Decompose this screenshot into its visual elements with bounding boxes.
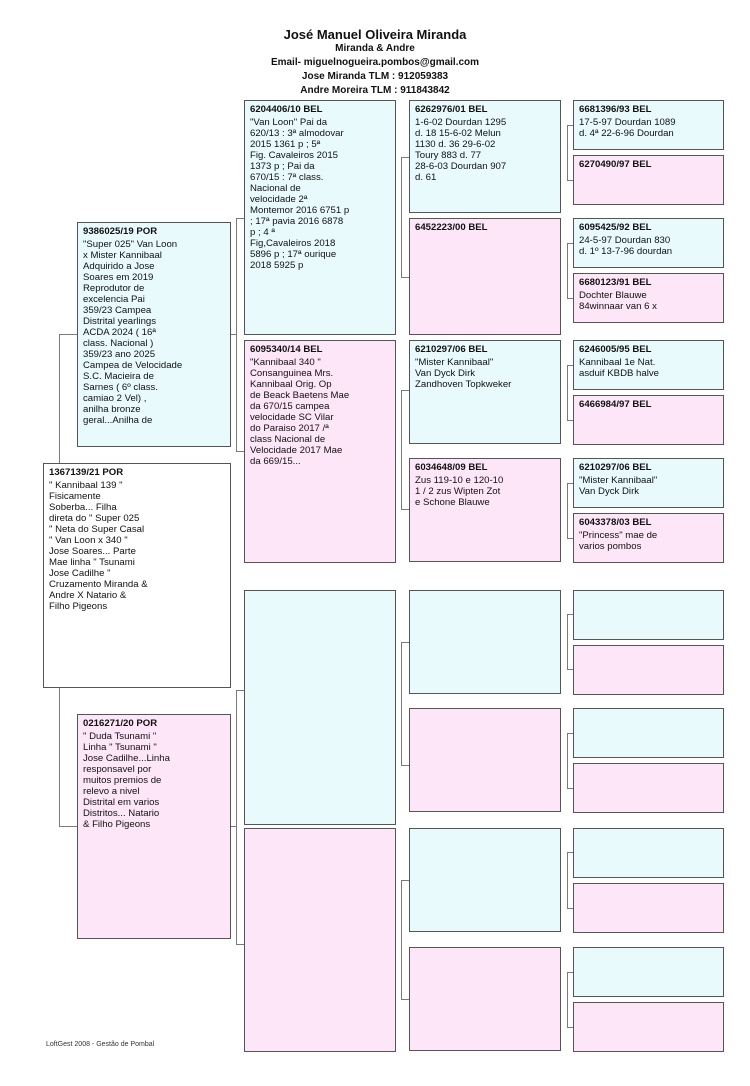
gggp-card-1[interactable] <box>573 100 724 150</box>
ring-number: 6262976/01 BEL <box>415 104 488 115</box>
gggp-card-10[interactable] <box>573 645 724 695</box>
gggp-card-6[interactable] <box>573 395 724 445</box>
ring-number: 0216271/20 POR <box>83 718 158 729</box>
gggp-card-9[interactable] <box>573 590 724 640</box>
software-footer: LoftGest 2008 - Gestão de Pombal <box>46 1041 155 1048</box>
ggp-card-6[interactable] <box>409 708 561 812</box>
pigeon-notes: 1-6-02 Dourdan 1295 d. 18 15-6-02 Melun 1130 d. 36 29-6-02 Toury 883 d. 77 28-6-03 Dourdan 907 d. 61 <box>415 117 507 183</box>
pigeon-notes: " Duda Tsunami " Linha " Tsunami " Jose Cadilhe...Linha responsavel por muitos premios de relevo a nivel Distrital em varios Distritos... Natario & Filho Pigeons <box>83 731 170 830</box>
pigeon-notes: 24-5-97 Dourdan 830 d. 1º 13-7-96 dourdan <box>579 235 673 257</box>
gggp-card-16[interactable] <box>573 1002 724 1052</box>
gggp-card-5[interactable] <box>573 340 724 390</box>
ring-number: 6095340/14 BEL <box>250 344 323 355</box>
ggp-card-4[interactable] <box>409 458 561 562</box>
ring-number: 6270490/97 BEL <box>579 159 652 170</box>
pigeon-notes: Dochter Blauwe 84winnaar van 6 x <box>579 290 657 312</box>
phone-andre: Andre Moreira TLM : 911843842 <box>300 85 450 96</box>
ring-number: 6204406/10 BEL <box>250 104 323 115</box>
ring-number: 6680123/91 BEL <box>579 277 652 288</box>
pigeon-notes: "Princess" mae de varios pombos <box>579 530 658 552</box>
pigeon-notes: " Kannibaal 139 " Fisicamente Soberba... Filha direta do " Super 025 " Neta do Super Casal " Van Loon x 340 " Jose Soares... Parte Mae linha " Tsunami Jose Cadilhe " Cruzamento Miranda & Andre X Natario & Filho Pigeons <box>49 480 148 612</box>
subject-pigeon-card[interactable] <box>43 463 231 688</box>
pigeon-notes: "Kannibaal 340 " Consanguinea Mrs. Kannibaal Orig. Op de Beack Baetens Mae da 670/15 campea velocidade SC Vilar do Paraiso 2017 /ª class Nacional de Velocidade 2017 Mae da 669/15... <box>250 357 350 467</box>
gggp-card-4[interactable] <box>573 273 724 323</box>
pigeon-notes: "Mister Kannibaal" Van Dyck Dirk Zandhoven Topkweker <box>415 357 512 390</box>
gggp-card-3[interactable] <box>573 218 724 268</box>
ring-number: 6210297/06 BEL <box>415 344 488 355</box>
ring-number: 1367139/21 POR <box>49 467 124 478</box>
ring-number: 6043378/03 BEL <box>579 517 652 528</box>
gggp-card-2[interactable] <box>573 155 724 205</box>
pigeon-notes: Kannibaal 1e Nat. asduif KBDB halve <box>579 357 659 379</box>
gggp-card-8[interactable] <box>573 513 724 563</box>
ring-number: 9386025/19 POR <box>83 226 158 237</box>
ggp-card-3[interactable] <box>409 340 561 444</box>
dam-card[interactable] <box>77 714 231 939</box>
sire-dam-card[interactable] <box>244 340 396 563</box>
ring-number: 6466984/97 BEL <box>579 399 652 410</box>
ggp-card-7[interactable] <box>409 828 561 932</box>
ggp-card-2[interactable] <box>409 218 561 335</box>
pigeon-notes: "Mister Kannibaal" Van Dyck Dirk <box>579 475 658 497</box>
pigeon-notes: "Van Loon" Pai da 620/13 : 3ª almodovar 2015 1361 p ; 5ª Fig. Cavaleiros 2015 1373 p ; Pai da 670/15 : 7ª class. Nacional de velocidade 2ª Montemor 2016 6751 p ; 17ª pavia 2016 6878 p ; 4 ª Fig,Cavaleiros 2018 5896 p ; 17ª ourique 2018 5925 p <box>250 117 350 271</box>
ring-number: 6095425/92 BEL <box>579 222 652 233</box>
email-line: Email- miguelnogueira.pombos@gmail.com <box>270 57 480 68</box>
ring-number: 6246005/95 BEL <box>579 344 652 355</box>
ggp-card-8[interactable] <box>409 947 561 1051</box>
sire-card[interactable] <box>77 222 231 447</box>
pigeon-notes: "Super 025" Van Loon x Mister Kannibaal Adquirido a Jose Soares em 2019 Reprodutor de excelencia Pai 359/23 Campea Distrital yearlings ACDA 2024 ( 16ª class. Nacional ) 359/23 ano 2025 Campea de Velocidade S.C. Macieira de Sarnes ( 6º class. camiao 2 Vel) , anilha bronze geral...Anilha de <box>83 239 183 426</box>
gggp-card-12[interactable] <box>573 763 724 813</box>
sire-sire-card[interactable] <box>244 100 396 335</box>
gggp-card-14[interactable] <box>573 883 724 933</box>
dam-dam-card[interactable] <box>244 828 396 1052</box>
pigeon-notes: 17-5-97 Dourdan 1089 d. 4ª 22-6-96 Dourdan <box>579 117 676 139</box>
pigeon-notes: Zus 119-10 e 120-10 1 / 2 zus Wipten Zot e Schone Blauwe <box>415 475 504 508</box>
ring-number: 6452223/00 BEL <box>415 222 488 233</box>
gggp-card-15[interactable] <box>573 947 724 997</box>
ggp-card-5[interactable] <box>409 590 561 694</box>
ring-number: 6681396/93 BEL <box>579 104 652 115</box>
ring-number: 6034648/09 BEL <box>415 462 488 473</box>
ggp-card-1[interactable] <box>409 100 561 213</box>
ring-number: 6210297/06 BEL <box>579 462 652 473</box>
owner-name: José Manuel Oliveira Miranda <box>283 27 467 42</box>
loft-subtitle: Miranda & Andre <box>335 43 415 54</box>
phone-jose: Jose Miranda TLM : 912059383 <box>301 71 449 82</box>
gggp-card-7[interactable] <box>573 458 724 508</box>
dam-sire-card[interactable] <box>244 590 396 825</box>
gggp-card-13[interactable] <box>573 828 724 878</box>
gggp-card-11[interactable] <box>573 708 724 758</box>
